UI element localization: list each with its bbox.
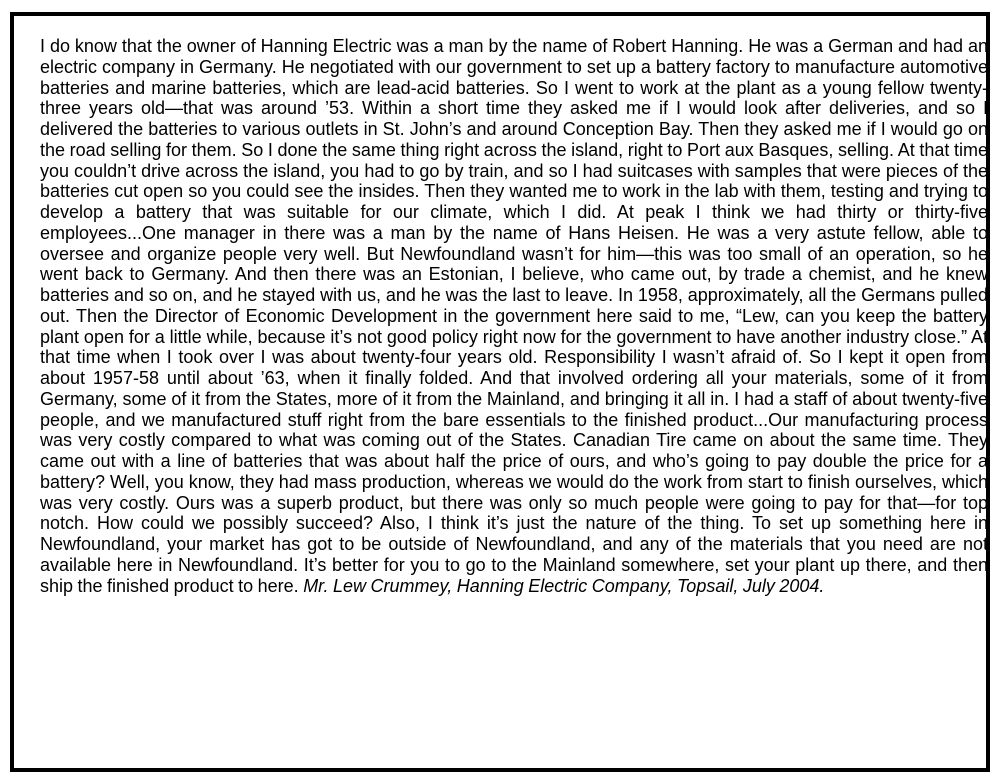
quote-frame bbox=[10, 12, 990, 772]
quote-body: I do know that the owner of Hanning Electric was a man by the name of Robert Hanning. He was a German and had an electric company in Germany. He negotiated with our government to set up a battery factory to manufacture automotive batteries and marine batteries, which are lead-acid batteries. So I went to work at the plant as a young fellow twenty-three years old—that was around ’53. Within a short time they asked me if I would look after deliveries, and so I delivered the batteries to various outlets in St. John’s and around Conception Bay. Then they asked me if I would go on the road selling for them. So I done the same thing right across the island, right to Port aux Basques, selling. At that time you couldn’t drive across the island, you had to go by train, and so I had suitcases with samples that were pieces of the batteries cut open so you could see the insides. Then they wanted me to work in the lab with them, testing and trying to develop a battery that was suitable for our climate, which I did. At peak I think we had thirty or thirty-five employees...One manager in there was a man by the name of Hans Heisen. He was a very astute fellow, able to oversee and organize people very well. But Newfoundland wasn’t for him—this was too small of an operation, so he went back to Germany. And then there was an Estonian, I believe, who came out, by trade a chemist, and he knew batteries and so on, and he stayed with us, and he was the last to leave. In 1958, approximately, all the Germans pulled out. Then the Director of Economic Development in the government here said to me, “Lew, can you keep the battery plant open for a little while, because it’s not good policy right now for the government to have another industry close.” At that time when I took over I was about twenty-four years old. Responsibility I wasn’t afraid of. So I kept it open from about 1957-58 until about ’63, when it finally folded. And that involved ordering all your materials, some of it from Germany, some of it from the States, more of it from the Mainland, and bringing it all in. I had a staff of about twenty-five people, and we manufactured stuff right from the bare essentials to the finished product...Our manufacturing process was very costly compared to what was coming out of the States. Canadian Tire came on about the same time. They came out with a line of batteries that was about half the price of ours, and who’s going to pay double the price for a battery? Well, you know, they had mass production, whereas we would do the work from start to finish ourselves, which was very costly. Ours was a superb product, but there was only so much people were going to pay for that—for top notch. How could we possibly succeed? Also, I think it’s just the nature of the thing. To set up something here in Newfoundland, your market has got to be outside of Newfoundland, and any of the materials that you need are not available here in Newfoundland. It’s better for you to go to the Mainland somewhere, set your plant up there, and then ship the finished product to here. bbox=[40, 36, 988, 596]
quote-paragraph bbox=[40, 36, 988, 596]
quote-attribution: Mr. Lew Crummey, Hanning Electric Company, Topsail, July 2004. bbox=[303, 575, 825, 596]
